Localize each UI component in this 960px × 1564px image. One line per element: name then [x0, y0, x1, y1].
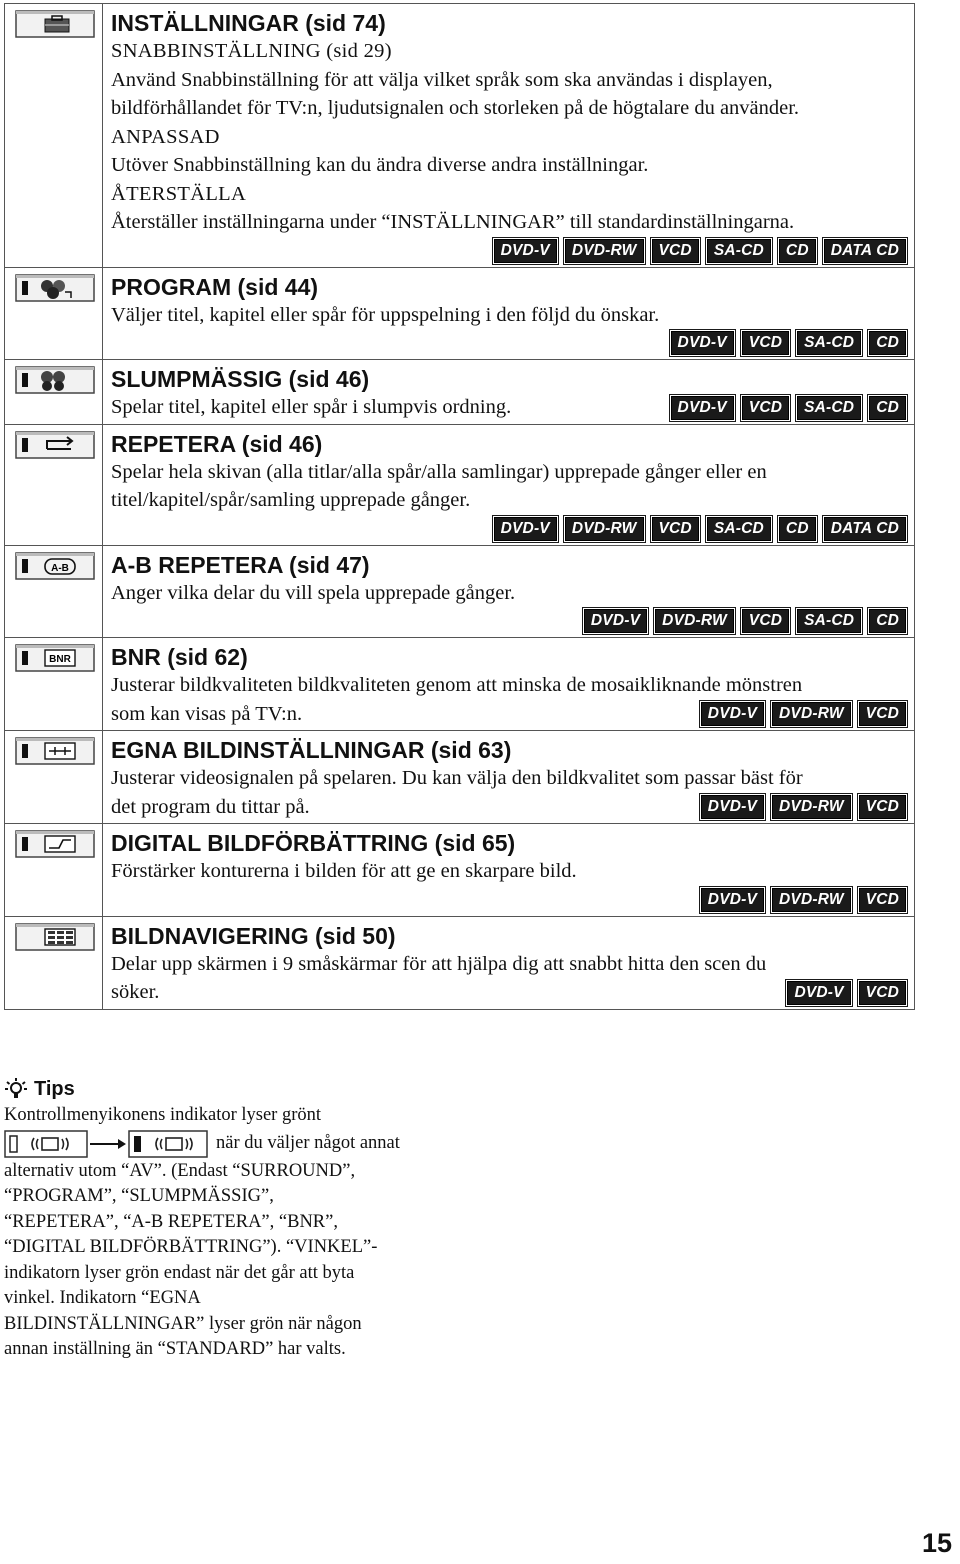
menu-icon-cell [5, 424, 103, 545]
badge-sa-cd: SA-CD [797, 609, 861, 633]
control-menu-table [4, 3, 915, 1010]
menu-icon-cell [5, 545, 103, 638]
badge-dvd-rw: DVD-RW [655, 609, 734, 633]
tips-line: indikatorn lyser grön endast när det går att byta [4, 1262, 355, 1283]
menu-icon-cell [5, 360, 103, 425]
svg-text:BNR: BNR [49, 654, 71, 665]
description-line: Återställer inställningarna under “INSTÄLLNINGAR” till standardinställningarna. [111, 211, 795, 233]
disc-type-badges [111, 239, 906, 263]
menu-item-title: PROGRAM (sid 44) [111, 273, 319, 300]
badge-dvd-rw: DVD-RW [772, 888, 851, 912]
tips-line: BILDINSTÄLLNINGAR” lyser grön när någon [4, 1313, 362, 1334]
menu-icon-cell [5, 731, 103, 824]
disc-type-badges [111, 981, 906, 1005]
option-heading: SNABBINSTÄLLNING (sid 29) [111, 40, 392, 62]
option-heading: ÅTERSTÄLLA [111, 182, 247, 205]
badge-vcd: VCD [859, 795, 906, 819]
tips-line: “DIGITAL BILDFÖRBÄTTRING”). “VINKEL”- [4, 1237, 378, 1257]
tips-title: Tips [34, 1078, 75, 1100]
badge-vcd: VCD [742, 331, 789, 355]
tips-heading [4, 1075, 444, 1103]
menu-row [5, 731, 915, 824]
description-line: Utöver Snabbinställning kan du ändra diverse andra inställningar. [111, 154, 649, 176]
menu-item-title: BILDNAVIGERING (sid 50) [111, 922, 396, 949]
menu-row [5, 424, 915, 545]
description-line: Spelar hela skivan (alla titlar/alla spår/alla samlingar) upprepade gånger eller en [111, 460, 767, 483]
badge-dvd-v: DVD-V [671, 396, 734, 420]
menu-row [5, 4, 915, 268]
repeat-icon [5, 431, 102, 459]
badge-dvd-v: DVD-V [494, 239, 557, 263]
bnr-icon [5, 644, 102, 672]
description-line: Delar upp skärmen i 9 småskärmar för att hjälpa dig att snabbt hitta den scen du [111, 952, 767, 975]
badge-dvd-v: DVD-V [701, 888, 764, 912]
menu-item-title: REPETERA (sid 46) [111, 430, 323, 457]
badge-sa-cd: SA-CD [797, 331, 861, 355]
menu-description-cell [103, 731, 915, 824]
badge-vcd: VCD [652, 239, 699, 263]
disc-type-badges [111, 609, 906, 633]
disc-type-badges [111, 517, 906, 541]
description-line: Anger vilka delar du vill spela upprepade gånger. [111, 581, 516, 604]
description-line: Spelar titel, kapitel eller spår i slumpvis ordning. [111, 396, 512, 418]
indicator-off-icon [4, 1130, 88, 1158]
tips-line: annan inställning än “STANDARD” har valts. [4, 1339, 346, 1359]
description-line: Förstärker konturerna i bilden för att ge en skarpare bild. [111, 860, 577, 882]
menu-description-cell [103, 545, 915, 638]
badge-vcd: VCD [859, 888, 906, 912]
tips-line: “REPETERA”, “A-B REPETERA”, “BNR”, [4, 1211, 338, 1232]
menu-row [5, 916, 915, 1009]
badge-vcd: VCD [742, 609, 789, 633]
description-line: Justerar bildkvaliteten bildkvaliteten genom att minska de mosaikliknande mönstren [111, 674, 803, 696]
badge-dvd-rw: DVD-RW [772, 702, 851, 726]
menu-icon-cell [5, 638, 103, 731]
menu-description-cell [103, 360, 915, 425]
badge-sa-cd: SA-CD [707, 517, 771, 541]
badge-data-cd: DATA CD [824, 239, 906, 263]
menu-row [5, 824, 915, 917]
badge-dvd-rw: DVD-RW [772, 795, 851, 819]
badge-vcd: VCD [652, 517, 699, 541]
lightbulb-icon [4, 1077, 28, 1101]
menu-description-cell [103, 267, 915, 360]
badge-cd: CD [869, 609, 906, 633]
tips-line: vinkel. Indikatorn “EGNA [4, 1288, 201, 1308]
disc-type-badges [111, 888, 906, 912]
menu-row [5, 545, 915, 638]
badge-cd: CD [779, 517, 816, 541]
page-number: 15 [921, 1528, 952, 1558]
badge-cd: CD [869, 396, 906, 420]
menu-description-cell [103, 4, 915, 268]
badge-dvd-v: DVD-V [584, 609, 647, 633]
menu-item-title: EGNA BILDINSTÄLLNINGAR (sid 63) [111, 737, 512, 763]
badge-dvd-v: DVD-V [787, 981, 850, 1005]
svg-text:A-B: A-B [51, 562, 69, 574]
badge-cd: CD [869, 331, 906, 355]
menu-item-title: A-B REPETERA (sid 47) [111, 551, 370, 578]
badge-data-cd: DATA CD [824, 517, 906, 541]
menu-description-cell [103, 638, 915, 731]
ab-repeat-icon [5, 552, 102, 580]
badge-dvd-v: DVD-V [494, 517, 557, 541]
tips-line: alternativ utom “AV”. (Endast “SURROUND”, [4, 1160, 356, 1181]
badge-cd: CD [779, 239, 816, 263]
indicator-on-icon [128, 1130, 208, 1158]
tips-section [4, 1075, 444, 1363]
tips-line: “PROGRAM”, “SLUMPMÄSSIG”, [4, 1186, 274, 1206]
menu-description-cell [103, 424, 915, 545]
disc-type-badges [111, 331, 906, 355]
badge-dvd-v: DVD-V [671, 331, 734, 355]
description-line: som kan visas på TV:n. [111, 702, 303, 725]
menu-row [5, 267, 915, 360]
picture-navigation-icon [5, 923, 102, 951]
badge-dvd-v: DVD-V [701, 795, 764, 819]
badge-dvd-rw: DVD-RW [565, 517, 644, 541]
arrow-right-icon [88, 1130, 128, 1158]
menu-description-cell [103, 824, 915, 917]
description-line: Använd Snabbinställning för att välja vilket språk som ska användas i displayen, [111, 68, 773, 91]
menu-icon-cell [5, 824, 103, 917]
menu-icon-cell [5, 4, 103, 268]
menu-item-title: SLUMPMÄSSIG (sid 46) [111, 366, 370, 392]
menu-item-title: BNR (sid 62) [111, 644, 248, 670]
description-line: Justerar videosignalen på spelaren. Du kan välja den bildkvalitet som passar bäst för [111, 767, 803, 789]
menu-row [5, 638, 915, 731]
badge-sa-cd: SA-CD [707, 239, 771, 263]
description-line: det program du tittar på. [111, 795, 310, 818]
option-heading: ANPASSAD [111, 125, 220, 148]
badge-sa-cd: SA-CD [797, 396, 861, 420]
badge-vcd: VCD [859, 981, 906, 1005]
menu-description-cell [103, 916, 915, 1009]
menu-row [5, 360, 915, 425]
badge-dvd-rw: DVD-RW [565, 239, 644, 263]
shuffle-icon [5, 366, 102, 394]
setup-toolbox-icon [5, 10, 102, 38]
badge-vcd: VCD [859, 702, 906, 726]
menu-icon-cell [5, 916, 103, 1009]
indicator-example [4, 1130, 444, 1158]
tips-line-1: Kontrollmenyikonens indikator lyser grönt [4, 1105, 322, 1125]
picture-navigation-custom-icon [5, 737, 102, 765]
menu-icon-cell [5, 267, 103, 360]
description-line: titel/kapitel/spår/samling upprepade gånger. [111, 489, 471, 511]
menu-item-title: DIGITAL BILDFÖRBÄTTRING (sid 65) [111, 830, 516, 856]
sharpness-icon [5, 830, 102, 858]
menu-item-title: INSTÄLLNINGAR (sid 74) [111, 10, 386, 36]
description-line: bildförhållandet för TV:n, ljudutsignalen och storleken på de högtalare du använder. [111, 97, 800, 119]
badge-dvd-v: DVD-V [701, 702, 764, 726]
tips-after-icons: när du väljer något annat [216, 1132, 400, 1153]
description-line: söker. [111, 981, 160, 1003]
badge-vcd: VCD [742, 396, 789, 420]
description-line: Väljer titel, kapitel eller spår för uppspelning i den följd du önskar. [111, 303, 660, 326]
program-icon [5, 274, 102, 302]
